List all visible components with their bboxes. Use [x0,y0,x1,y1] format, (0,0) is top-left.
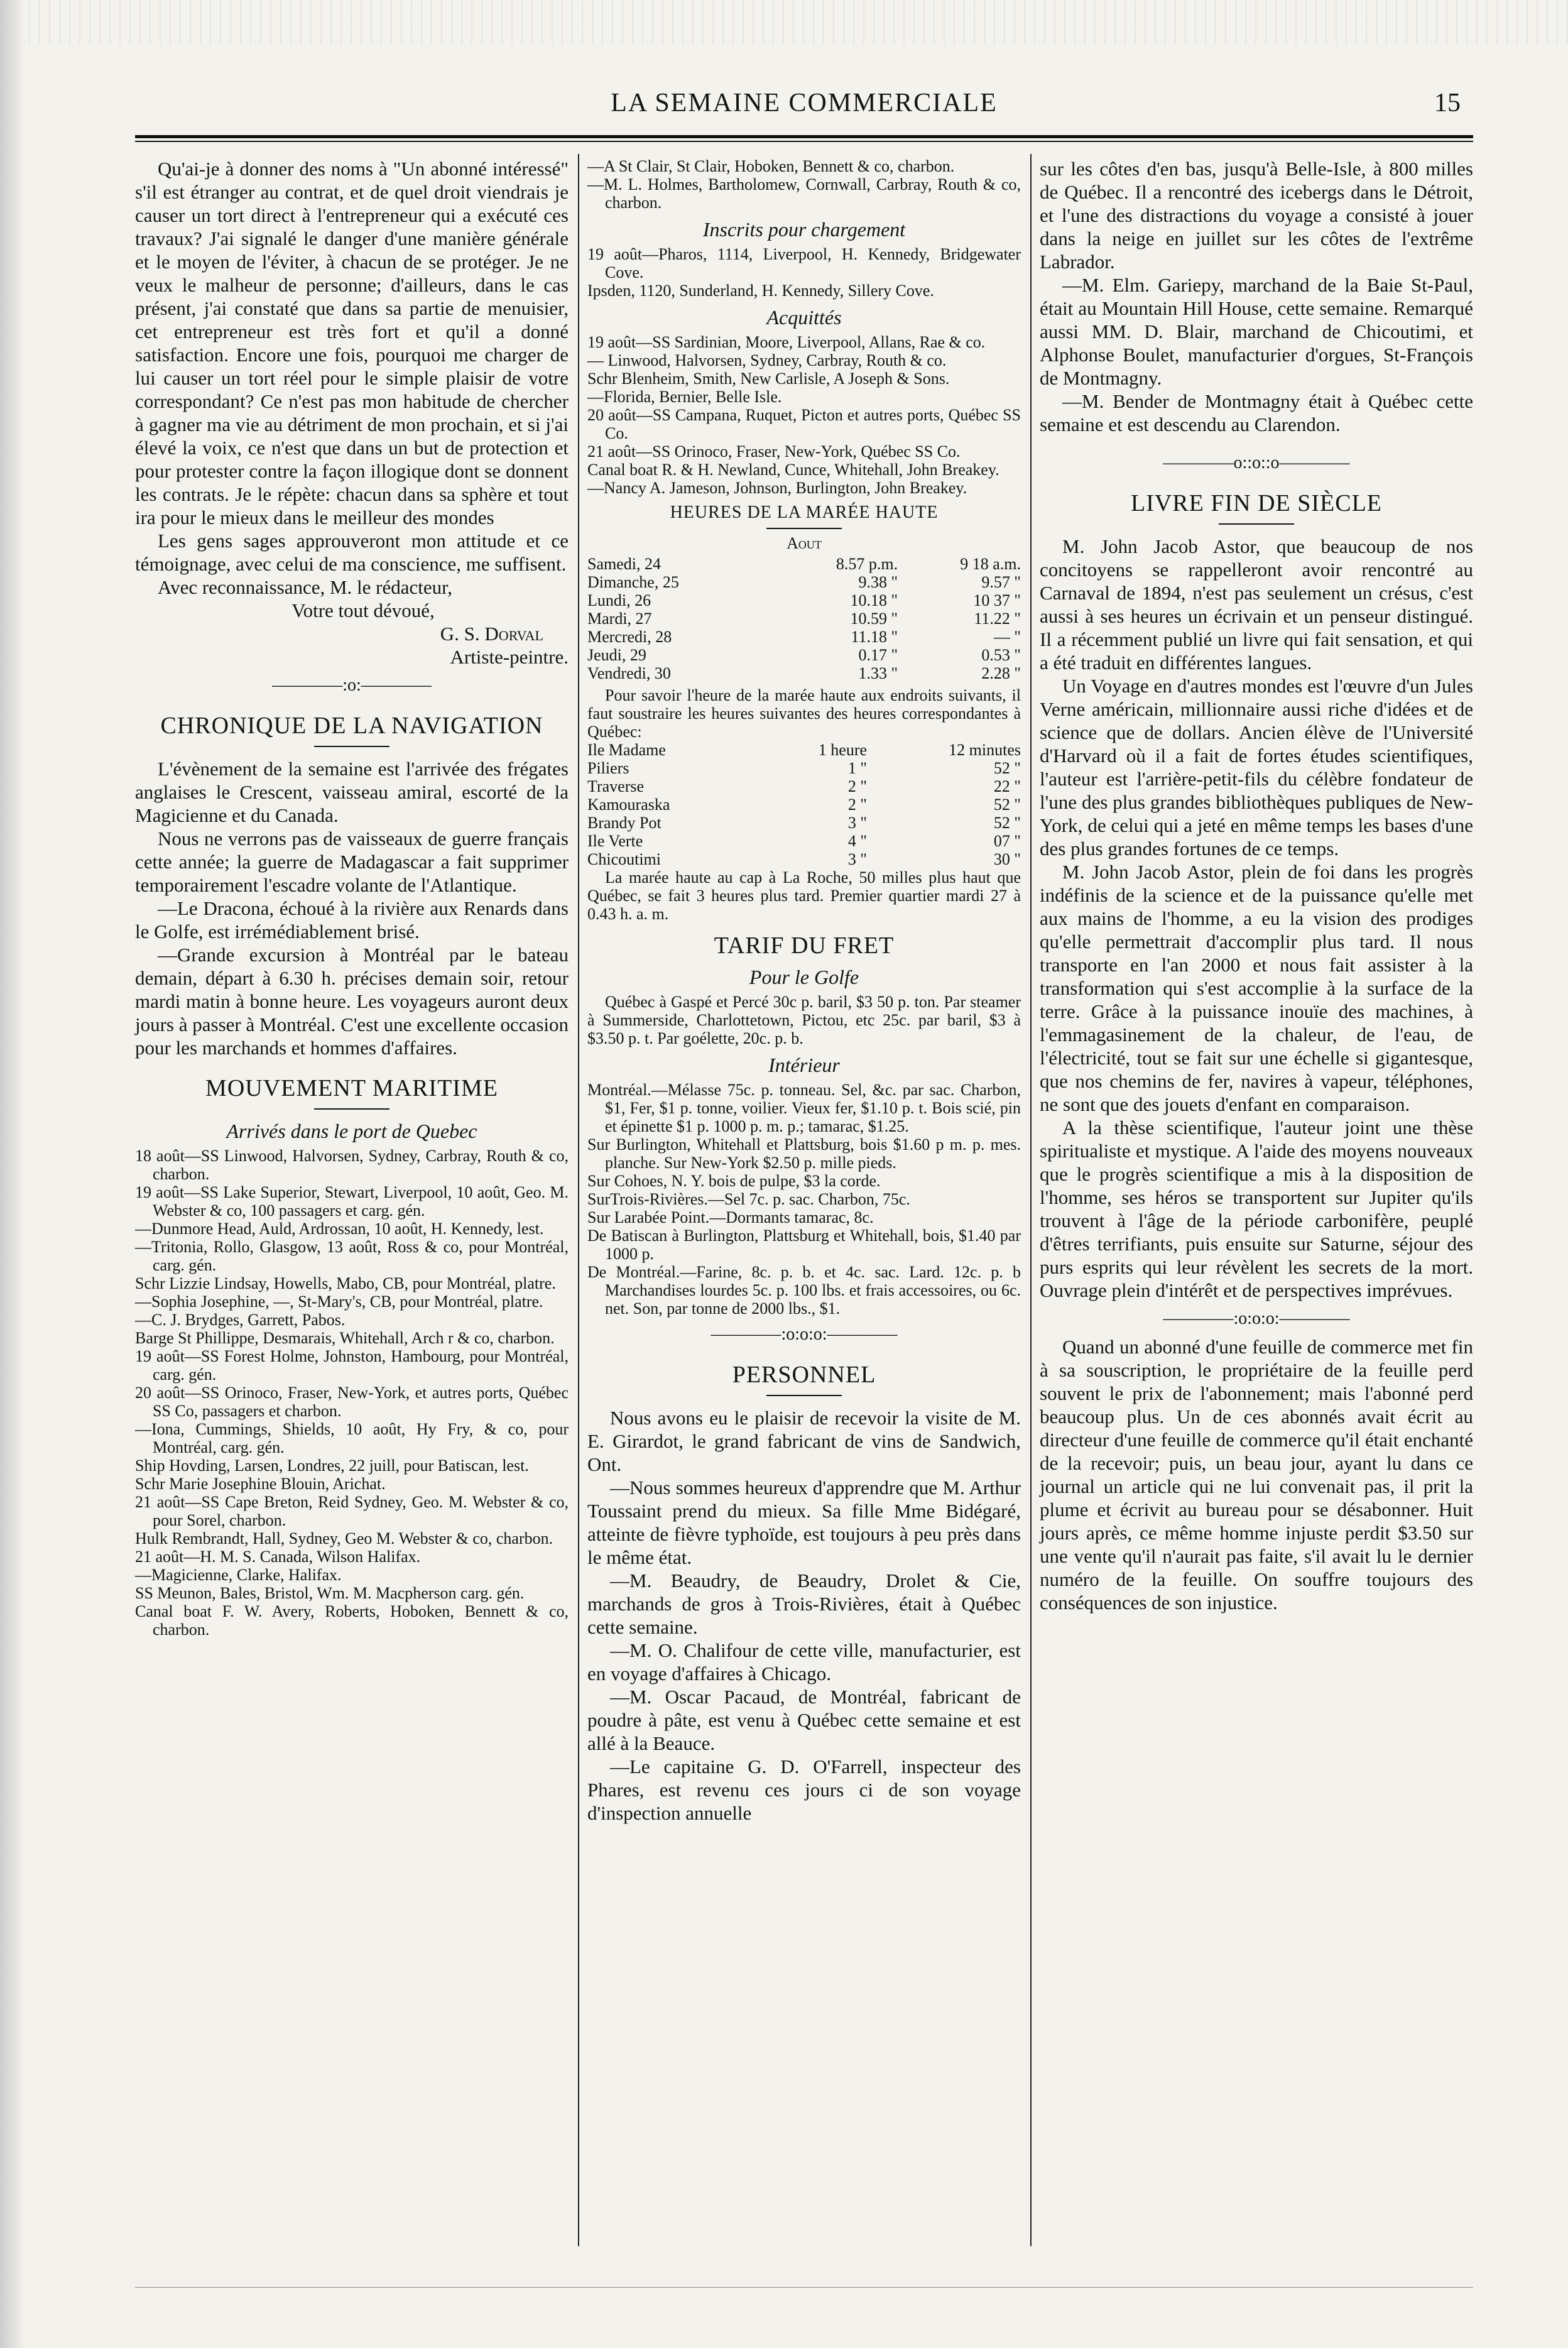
list-item: —C. J. Brydges, Garrett, Pabos. [135,1311,346,1329]
list-item: Hulk Rembrandt, Hall, Sydney, Geo M. Webster & co, charbon. [135,1529,553,1548]
tide-place-cell-place: Chicoutimi [587,850,661,868]
list-item: Canal boat F. W. Avery, Roberts, Hoboken, Bennett & co, charbon. [135,1602,569,1639]
tide-place-cell-place: Brandy Pot [587,814,662,832]
acquittes-list [587,333,1021,497]
tide-place-row [587,814,1021,832]
list-item: De Montréal.—Farine, 8c. p. b. et 4c. sac. Lard. 12c. p. b Marchandises lourdes 5c. p. 100 lbs. et frais accessoires, ou 6c. net. Son, par tonne de 2000 lbs., $1. [587,1263,1021,1318]
personnel-paragraph: —M. O. Chalifour de cette ville, manufacturier, est en voyage d'affaires à Chicago. [587,1639,1021,1685]
tide-cell-am: 11.22 " [974,609,1021,628]
section-separator: ————:o:o:o:———— [710,1324,898,1344]
inscrits-subtitle: Inscrits pour chargement [702,218,906,241]
title-underline [314,746,389,747]
tide-cell-day: Vendredi, 30 [587,664,671,682]
list-item: —Tritonia, Rollo, Glasgow, 13 août, Ross & co, pour Montréal, carg. gén. [135,1238,569,1274]
tide-place-cell-h: 2 " [847,795,868,814]
scan-top-edge [0,0,1568,44]
tide-cell-am: 2.28 " [981,664,1021,682]
abonne-paragraph: Quand un abonné d'une feuille de commerce met fin à sa souscription, le propriétaire de la feuille perd souvent le prix de l'abonnement; mais l'abonné perd beaucoup plus. Un de ces abonnés avait écrit au directeur d'une feuille de commerce qu'il était enchanté de la recevoir; puis, un beau jour, ayant lu dans ce journal un article qui ne lui convenait pas, il prit la plume et écrivit au bureau pour se désabonner. Huit jours après, ce même homme injuste perdit $3.50 sur une vente qu'il n'aurait pas faite, s'il avait lu le dernier numéro de la feuille. On souffre toujours des conséquences de son injustice. [1040,1336,1473,1614]
tide-cell-day: Mardi, 27 [587,609,652,628]
list-item: Sur Larabée Point.—Dormants tamarac, 8c. [587,1208,874,1226]
tide-place-cell-m: 52 " [993,814,1021,832]
arrivals-subtitle: Arrivés dans le port de Quebec [226,1120,477,1142]
tide-place-row [587,832,1021,850]
tide-cell-am: — " [993,628,1021,646]
personnel-section-title: PERSONNEL [732,1362,876,1388]
tide-row [587,573,1021,591]
personnel-paragraph: —M. Beaudry, de Beaudry, Drolet & Cie, marchands de gros à Trois-Rivières, était à Québec cette semaine. [587,1570,1021,1638]
list-item: 19 août—Pharos, 1114, Liverpool, H. Kennedy, Bridgewater Cove. [587,245,1021,281]
header-rule-thin [135,141,1473,142]
tide-place-cell-h: 1 heure [818,741,868,759]
list-item: —Florida, Bernier, Belle Isle. [587,388,782,406]
list-item: Sur Burlington, Whitehall et Plattsburg, bois $1.60 p m. p. mes. planche. Sur New-York $2.50 p. mille pieds. [587,1135,1021,1172]
tide-place-cell-place: Kamouraska [587,795,670,814]
livre-paragraph: M. John Jacob Astor, que beaucoup de nos concitoyens se rappelleront avoir rencontré au Carnaval de 1894, n'est pas seulement un crésus, c'est aussi à ses heures un écrivain et un penseur distingué. Il a récemment publié un livre qui fait sensation, et qui a été traduit en différentes langues. [1040,535,1473,674]
nav-paragraph: —Grande excursion à Montréal par le bateau demain, départ à 6.30 h. précises demain soir, retour mardi matin à bonne heure. Les voyageurs auront deux jours à passer à Montréal. C'est une excellente occasion pour les marchands et hommes d'affaires. [135,944,569,1059]
tide-cell-day: Dimanche, 25 [587,573,679,591]
tide-place-cell-h: 1 " [847,759,868,777]
list-item: De Batiscan à Burlington, Plattsburg et Whitehall, bois, $1.40 par 1000 p. [587,1226,1021,1263]
nav-section-title: CHRONIQUE DE LA NAVIGATION [160,713,543,739]
list-item: Montréal.—Mélasse 75c. p. tonneau. Sel, &c. par sac. Charbon, $1, Fer, $1 p. tonne, voilier. Vieux fer, $1.10 p. t. Bois scié, pin et épinette $1 p. 1000 p. m. p.; tamarac, $1.25. [587,1081,1021,1135]
tide-place-cell-h: 3 " [847,850,868,868]
livre-paragraph: A la thèse scientifique, l'auteur joint une thèse spiritualiste et mystique. A l'aide des moyens nouveaux que le progrès scientifique a mis à la disposition de l'homme, ses héros se transportent sur Jupiter qu'ils trouvent à l'âge de la période carbonifère, peuplé d'êtres terrifiants, puis ensuite sur Saturne, séjour des purs esprits qui leur révèlent les secrets de la mort. Ouvrage plein d'intérêt et de perspectives imprévues. [1040,1117,1473,1301]
interieur-list [587,1081,1021,1318]
personnel-paragraph: —M. Elm. Gariepy, marchand de la Baie St-Paul, était au Mountain Hill House, cette semaine. Remarqué aussi MM. D. Blair, marchand de Chicoutimi, et Alphonse Boulet, manufacturier d'orgues, St-François de Montmagny. [1040,274,1473,389]
tide-row [587,555,1021,573]
tide-place-row [587,741,1021,759]
list-item: 19 août—SS Forest Holme, Johnston, Hambourg, pour Montréal, carg. gén. [135,1347,569,1384]
list-item: —Iona, Cummings, Shields, 10 août, Hy Fry, & co, pour Montréal, carg. gén. [135,1420,569,1456]
letter-paragraph: Qu'ai-je à donner des noms à "Un abonné intéressé" s'il est étranger au contrat, et de quel droit viendrais je causer un tort direct à l'entrepreneur qui a exécuté ces travaux? J'ai signalé le danger d'une manière générale et le moyen de l'éviter, à chacun de se protéger. Je ne veux le malheur de personne; d'ailleurs, dans le cas présent, j'ai constaté que dans sa partie de menuisier, cet entrepreneur est très fort et qu'il a donné satisfaction. Encore une fois, pourquoi me charger de lui causer un tort réel pour le simple plaisir de votre correspondant? Ce n'est pas mon habitude de chercher à gagner ma vie au détriment de mon prochain, et si j'ai élevé la voix, ce n'est que dans un but de protection et pour protester contre la façon illogique dont se donnent les contrats. Je le répète: chacun dans sa sphère et tout ira pour le mieux dans le meilleur des mondes [135,158,569,528]
tide-place-cell-h: 2 " [847,777,868,795]
letter-paragraph: Avec reconnaissance, M. le rédacteur, [158,576,452,598]
freight-section-title: TARIF DU FRET [714,932,895,959]
column-divider-2 [1030,154,1032,2246]
tide-place-row [587,795,1021,814]
list-item: 21 août—SS Cape Breton, Reid Sydney, Geo. M. Webster & co, pour Sorel, charbon. [135,1493,569,1529]
personnel-paragraph: sur les côtes d'en bas, jusqu'à Belle-Isle, à 800 milles de Québec. Il a rencontré des icebergs dans le Détroit, et l'une des distractions du voyage a consisté à jouer dans la neige en juillet sur les côtes de l'extrême Labrador. [1040,158,1473,273]
running-title: LA SEMAINE COMMERCIALE [611,89,998,117]
tide-cell-pm: 0.17 " [858,646,898,664]
tide-cell-pm: 10.18 " [850,591,898,609]
tide-table [587,555,1021,682]
scan-left-edge [0,0,25,2348]
list-item: 19 août—SS Lake Superior, Stewart, Liverpool, 10 août, Geo. M. Webster & co, 100 passagers et carg. gén. [135,1183,569,1220]
golfe-list [587,993,1021,1047]
tide-cell-pm: 9.38 " [858,573,898,591]
tide-place-cell-m: 12 minutes [949,741,1021,759]
acquittes-subtitle: Acquittés [766,306,842,329]
tide-cell-day: Mercredi, 28 [587,628,672,646]
livre-paragraph: Un Voyage en d'autres mondes est l'œuvre d'un Jules Verne américain, millionnaire aussi riche d'idées et de science que de dollars. Ancien élève de l'Université d'Harvard où il a fait de fortes études scientifiques, l'auteur est l'arrière-petit-fils du célèbre fondateur de l'une des plus grandes bibliothèques publiques de New-York, de celui qui a jeté en même temps les bases d'une des plus grandes fortunes de ce temps. [1040,675,1473,860]
list-item: SurTrois-Rivières.—Sel 7c. p. sac. Charbon, 75c. [587,1190,910,1208]
title-underline [314,1108,389,1110]
list-item: Ipsden, 1120, Sunderland, H. Kennedy, Sillery Cove. [587,281,934,300]
list-item: —M. L. Holmes, Bartholomew, Cornwall, Carbray, Routh & co, charbon. [587,175,1021,212]
personnel-paragraph: Nous avons eu le plaisir de recevoir la visite de M. E. Girardot, le grand fabricant de vins de Sandwich, Ont. [587,1407,1021,1475]
list-item: Sur Cohoes, N. Y. bois de pulpe, $3 la corde. [587,1172,881,1190]
column-2 [587,157,1021,1825]
tide-place-cell-m: 22 " [993,777,1021,795]
tide-place-row [587,777,1021,795]
tide-place-cell-h: 3 " [847,814,868,832]
tide-cell-am: 0.53 " [981,646,1021,664]
tide-cell-day: Lundi, 26 [587,591,651,609]
tide-cell-day: Jeudi, 29 [587,646,646,664]
list-item: Barge St Phillippe, Desmarais, Whitehall, Arch r & co, charbon. [135,1329,555,1347]
list-item: 21 août—H. M. S. Canada, Wilson Halifax. [135,1548,421,1566]
list-item: 18 août—SS Linwood, Halvorsen, Sydney, Carbray, Routh & co, charbon. [135,1147,569,1183]
list-item: 20 août—SS Orinoco, Fraser, New-York, et autres ports, Québec SS Co, passagers et charbon. [135,1384,569,1420]
signature-name: G. S. Dorval [440,623,543,645]
tide-row [587,664,1021,682]
list-item: — Linwood, Halvorsen, Sydney, Carbray, Routh & co. [587,351,947,369]
maritime-section-title: MOUVEMENT MARITIME [205,1075,498,1101]
personnel-paragraph: —Nous sommes heureux d'apprendre que M. Arthur Toussaint prend du mieux. Sa fille Mme Bidégaré, atteinte de fièvre typhoïde, est toujours à peu près dans le même état. [587,1477,1021,1568]
letter-closing: Votre tout dévoué, [291,599,435,621]
list-item: 19 août—SS Sardinian, Moore, Liverpool, Allans, Rae & co. [587,333,986,351]
tide-month: Aout [787,534,822,552]
column-3 [1040,157,1473,1614]
arrivals-list [135,1147,569,1639]
tide-footer [587,868,1021,923]
tide-cell-am: 9.57 " [981,573,1021,591]
tide-place-row [587,759,1021,777]
section-separator: ————o::o::o———— [1163,453,1350,472]
tide-footer-text: La marée haute au cap à La Roche, 50 milles plus haut que Québec, se fait 3 heures plus tard. Premier quartier mardi 27 à 0.43 h. a. m. [587,868,1021,923]
list-item: —A St Clair, St Clair, Hoboken, Bennett & co, charbon. [587,157,955,175]
tide-row [587,646,1021,664]
arrivals-continued [587,157,1021,212]
interieur-subtitle: Intérieur [768,1054,840,1076]
tide-cell-pm: 11.18 " [851,628,898,646]
tide-cell-am: 10 37 " [973,591,1021,609]
section-separator: ————:o:o:o:———— [1163,1309,1350,1328]
tide-place-cell-place: Piliers [587,759,629,777]
list-item: Québec à Gaspé et Percé 30c p. baril, $3 50 p. ton. Par steamer à Summerside, Charlottetown, Pictou, etc 25c. par baril, $3 à $3.50 p. t. Par goélette, 20c. p. b. [587,993,1021,1047]
nav-paragraph: —Le Dracona, échoué à la rivière aux Renards dans le Golfe, est irrémédiablement brisé. [135,897,569,942]
page-header [135,88,1473,138]
tide-note-text: Pour savoir l'heure de la marée haute aux endroits suivants, il faut soustraire les heures suivantes des heures correspondantes à Québec: [587,686,1021,741]
tide-row [587,628,1021,646]
nav-paragraph: Nous ne verrons pas de vaisseaux de guerre français cette année; la guerre de Madagascar a fait supprimer temporairement l'escadre volante de l'Atlantique. [135,827,569,896]
title-underline [766,1395,842,1396]
tide-place-cell-m: 30 " [993,850,1021,868]
tide-place-cell-place: Ile Madame [587,741,666,759]
tide-place-cell-m: 52 " [993,759,1021,777]
tide-places-table [587,741,1021,868]
list-item: —Dunmore Head, Auld, Ardrossan, 10 août, H. Kennedy, lest. [135,1220,544,1238]
title-underline [1219,523,1294,525]
tide-place-cell-m: 52 " [993,795,1021,814]
tide-row [587,591,1021,609]
bottom-edge [135,2287,1473,2288]
personnel-paragraph: —Le capitaine G. D. O'Farrell, inspecteur des Phares, est revenu ces jours ci de son voyage d'inspection annuelle [587,1756,1021,1824]
header-rule [135,135,1473,138]
tide-cell-pm: 8.57 p.m. [836,555,898,573]
list-item: Schr Blenheim, Smith, New Carlisle, A Joseph & Sons. [587,369,950,388]
list-item: Ship Hovding, Larsen, Londres, 22 juill, pour Batiscan, lest. [135,1456,529,1475]
tide-place-cell-h: 4 " [847,832,868,850]
livre-section-title: LIVRE FIN DE SIÈCLE [1130,490,1383,516]
column-1 [135,157,569,1639]
livre-paragraph: M. John Jacob Astor, plein de foi dans les progrès indéfinis de la science et de la puissance qu'elle met aux mains de l'homme, a eu la vision des prodiges qu'elle permettrait d'accomplir plus tard. Il nous transporte en l'an 2000 et nous fait assister à la transformation qui s'est accomplie à la surface de la terre. Grâce à la puissance inouïe des machines, à l'emmagasinement de la chaleur, de l'eau, de l'électricité, tout se fait sur une échelle si gigantesque, que nos chemins de fer, navires à vapeur, téléphones, ne sont que des jouets d'enfant en comparaison. [1040,861,1473,1115]
nav-paragraph: L'évènement de la semaine est l'arrivée des frégates anglaises le Crescent, vaisseau amiral, escorté de la Magicienne et du Canada. [135,758,569,826]
tide-cell-pm: 1.33 " [858,664,898,682]
tide-place-row [587,850,1021,868]
tide-place-cell-place: Traverse [587,777,645,795]
list-item: —Nancy A. Jameson, Johnson, Burlington, John Breakey. [587,479,967,497]
letter-paragraph: Les gens sages approuveront mon attitude et ce témoignage, avec celui de ma conscience, me suffisent. [135,530,569,575]
section-separator: ————:o:———— [272,675,432,695]
tide-cell-am: 9 18 a.m. [960,555,1021,573]
tide-cell-day: Samedi, 24 [587,555,661,573]
list-item: Canal boat R. & H. Newland, Cunce, Whitehall, John Breakey. [587,461,999,479]
list-item: 20 août—SS Campana, Ruquet, Picton et autres ports, Québec SS Co. [587,406,1021,442]
list-item: SS Meunon, Bales, Bristol, Wm. M. Macpherson carg. gén. [135,1584,525,1602]
list-item: Schr Marie Josephine Blouin, Arichat. [135,1475,386,1493]
personnel-paragraph: —M. Bender de Montmagny était à Québec cette semaine et est descendu au Clarendon. [1040,390,1473,435]
tide-note [587,686,1021,741]
list-item: —Magicienne, Clarke, Halifax. [135,1566,342,1584]
tide-title: HEURES DE LA MARÉE HAUTE [670,503,939,522]
list-item: 21 août—SS Orinoco, Fraser, New-York, Québec SS Co. [587,442,961,461]
tide-place-cell-place: Ile Verte [587,832,643,850]
title-underline [766,528,842,529]
list-item: Schr Lizzie Lindsay, Howells, Mabo, CB, pour Montréal, platre. [135,1274,556,1292]
list-item: —Sophia Josephine, —, St-Mary's, CB, pour Montréal, platre. [135,1292,543,1311]
inscrits-list [587,245,1021,300]
golfe-subtitle: Pour le Golfe [749,966,859,988]
signature-title: Artiste-peintre. [450,646,569,668]
tide-row [587,609,1021,628]
tide-place-cell-m: 07 " [993,832,1021,850]
page-number: 15 [1434,89,1461,117]
column-divider-1 [578,154,579,2246]
personnel-paragraph: —M. Oscar Pacaud, de Montréal, fabricant de poudre à pâte, est venu à Québec cette semaine et est allé à la Beauce. [587,1686,1021,1754]
tide-cell-pm: 10.59 " [850,609,898,628]
